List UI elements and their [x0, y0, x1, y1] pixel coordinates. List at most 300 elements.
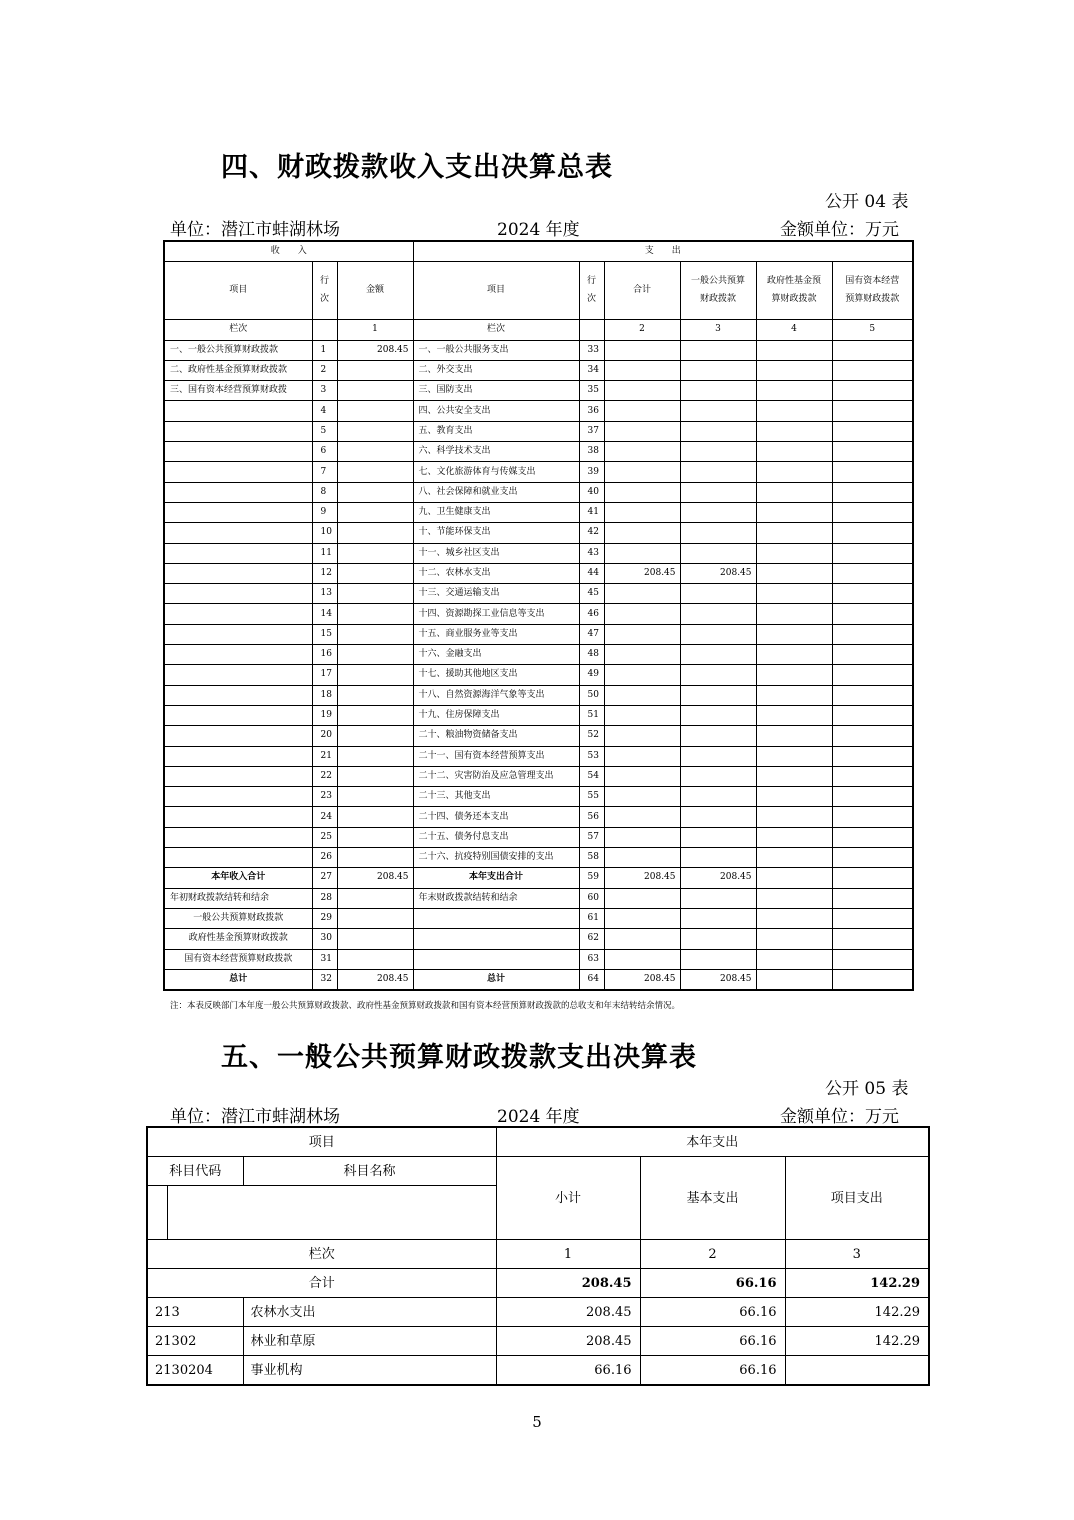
- grand-total-expense-label: 总计: [413, 969, 579, 990]
- state-capital-amount: [832, 766, 913, 786]
- income-item: [164, 401, 312, 421]
- carryover-general-label: 一般公共预算财政拨款: [164, 908, 312, 928]
- carryover-row: [164, 888, 913, 908]
- state-capital-amount: [832, 360, 913, 380]
- income-amount: [337, 665, 413, 685]
- income-amount: [337, 381, 413, 401]
- gov-fund-amount: [756, 421, 832, 441]
- state-capital-amount: [832, 421, 913, 441]
- state-capital-amount: [832, 462, 913, 482]
- general-budget-amount: [680, 705, 756, 725]
- row-number: 17: [312, 665, 337, 685]
- carryover-state-label: 国有资本经营预算财政拨款: [164, 949, 312, 969]
- income-expense-summary-table: [163, 240, 914, 991]
- expense-item: 十四、资源勘探工业信息等支出: [413, 604, 579, 624]
- row-number: 47: [579, 624, 604, 644]
- expense-item: 四、公共安全支出: [413, 401, 579, 421]
- subject-code: 2130204: [147, 1356, 243, 1386]
- carryover-fund-label: 政府性基金预算财政拨款: [164, 929, 312, 949]
- row-number: 30: [312, 929, 337, 949]
- gov-fund-amount: [756, 827, 832, 847]
- income-amount: [337, 462, 413, 482]
- basic-amount: 66.16: [640, 1356, 785, 1386]
- basic-amount: 66.16: [640, 1327, 785, 1356]
- general-budget-amount: [680, 360, 756, 380]
- total-subtotal: 208.45: [496, 1269, 640, 1298]
- general-budget-header: 一般公共预算 财政拨款: [680, 262, 756, 320]
- row-number: 54: [579, 766, 604, 786]
- this-year-header: 本年支出: [496, 1127, 929, 1157]
- general-budget-amount: 208.45: [680, 563, 756, 583]
- general-budget-amount: [680, 645, 756, 665]
- row-number: 15: [312, 624, 337, 644]
- table-row: [164, 807, 913, 827]
- income-amount: [337, 543, 413, 563]
- state-capital-amount: [832, 502, 913, 522]
- expense-total: [604, 787, 680, 807]
- gov-fund-header: 政府性基金预 算财政拨款: [756, 262, 832, 320]
- expense-total-amount: 208.45: [604, 868, 680, 888]
- income-amount: [337, 563, 413, 583]
- gov-fund-amount: [756, 746, 832, 766]
- table-row: [164, 401, 913, 421]
- general-budget-amount: [680, 421, 756, 441]
- project-amount: [785, 1356, 929, 1386]
- income-amount: [337, 523, 413, 543]
- income-item: [164, 482, 312, 502]
- general-budget-amount: [680, 787, 756, 807]
- gov-fund-amount: [756, 442, 832, 462]
- carryover-label: 年初财政拨款结转和结余: [164, 888, 312, 908]
- table-row: [164, 523, 913, 543]
- table-row: [147, 1298, 929, 1327]
- row-number: 59: [579, 868, 604, 888]
- table4-money-unit: 金额单位：万元: [780, 220, 899, 240]
- row-number: 48: [579, 645, 604, 665]
- expense-item: 二十五、债务付息支出: [413, 827, 579, 847]
- gov-fund-amount: [756, 584, 832, 604]
- expense-total: 208.45: [604, 563, 680, 583]
- expense-total-header: 合计: [604, 262, 680, 320]
- expense-item: 六、科学技术支出: [413, 442, 579, 462]
- income-amount: [337, 746, 413, 766]
- row-number: 35: [579, 381, 604, 401]
- table5-total-row: [147, 1269, 929, 1298]
- code-header: 科目代码: [147, 1157, 243, 1186]
- carryover-general-row: [164, 908, 913, 928]
- row-number: 28: [312, 888, 337, 908]
- income-item: [164, 746, 312, 766]
- expense-total: [604, 401, 680, 421]
- row-number: 49: [579, 665, 604, 685]
- general-budget-amount: [680, 624, 756, 644]
- state-capital-amount: [832, 807, 913, 827]
- column-number: 2: [604, 320, 680, 340]
- row-number: 8: [312, 482, 337, 502]
- general-budget-amount: [680, 665, 756, 685]
- row-number: 45: [579, 584, 604, 604]
- row-number: 51: [579, 705, 604, 725]
- table-row: [164, 442, 913, 462]
- row-number: 43: [579, 543, 604, 563]
- row-number: 26: [312, 848, 337, 868]
- subtotal-amount: 208.45: [496, 1298, 640, 1327]
- subtotal-header: 小计: [496, 1157, 640, 1240]
- row-number: 57: [579, 827, 604, 847]
- general-budget-amount: [680, 827, 756, 847]
- expense-item: 三、国防支出: [413, 381, 579, 401]
- table4-title: 四、财政拨款收入支出决算总表: [221, 152, 613, 183]
- table5-header-row-1: [147, 1127, 929, 1157]
- general-budget-amount: [680, 442, 756, 462]
- income-total-amount: 208.45: [337, 868, 413, 888]
- table4-code: 公开 04 表: [825, 192, 909, 212]
- basic-header: 基本支出: [640, 1157, 785, 1240]
- expense-item: 二十六、抗疫特别国债安排的支出: [413, 848, 579, 868]
- row-number: 24: [312, 807, 337, 827]
- project-amount: 142.29: [785, 1327, 929, 1356]
- gov-fund-amount: [756, 645, 832, 665]
- row-number: 44: [579, 563, 604, 583]
- table-row: [164, 645, 913, 665]
- income-amount: [337, 645, 413, 665]
- income-amount-header: 金额: [337, 262, 413, 320]
- gov-fund-amount: [756, 401, 832, 421]
- state-capital-amount: [832, 726, 913, 746]
- table5-header-row-2: [147, 1157, 929, 1186]
- row-number: 6: [312, 442, 337, 462]
- income-row-number-header: 行 次: [312, 262, 337, 320]
- row-number: 39: [579, 462, 604, 482]
- table-row: [164, 726, 913, 746]
- gov-fund-amount: [756, 807, 832, 827]
- row-number: 42: [579, 523, 604, 543]
- row-number: 25: [312, 827, 337, 847]
- table-row: [164, 563, 913, 583]
- expense-total: [604, 645, 680, 665]
- state-capital-amount: [832, 482, 913, 502]
- state-capital-amount: [832, 746, 913, 766]
- row-number: 36: [579, 401, 604, 421]
- gov-fund-amount: [756, 685, 832, 705]
- gov-fund-amount: [756, 787, 832, 807]
- state-capital-amount: [832, 543, 913, 563]
- income-item: [164, 442, 312, 462]
- subject-name: 林业和草原: [243, 1327, 496, 1356]
- year-total-row: [164, 868, 913, 888]
- column-number: 1: [337, 320, 413, 340]
- gov-fund-amount: [756, 705, 832, 725]
- general-budget-amount: [680, 381, 756, 401]
- expense-total: [604, 807, 680, 827]
- expense-total: [604, 462, 680, 482]
- row-number: 1: [312, 340, 337, 360]
- row-number: 41: [579, 502, 604, 522]
- gov-fund-amount: [756, 360, 832, 380]
- state-capital-amount: [832, 563, 913, 583]
- table-row: [164, 604, 913, 624]
- income-amount: [337, 766, 413, 786]
- income-item: 一、一般公共预算财政拨款: [164, 340, 312, 360]
- row-number: 11: [312, 543, 337, 563]
- total-project: 142.29: [785, 1269, 929, 1298]
- row-number: 58: [579, 848, 604, 868]
- gov-fund-amount: [756, 766, 832, 786]
- row-number: 23: [312, 787, 337, 807]
- expense-row-number-header: 行 次: [579, 262, 604, 320]
- general-budget-expense-table: [146, 1126, 930, 1386]
- row-number: 53: [579, 746, 604, 766]
- table5-year: 2024 年度: [497, 1107, 580, 1127]
- general-budget-amount: [680, 502, 756, 522]
- row-number: 55: [579, 787, 604, 807]
- end-carryover-label: 年末财政拨款结转和结余: [413, 888, 579, 908]
- project-amount: 142.29: [785, 1298, 929, 1327]
- expense-item: 二十、粮油物资储备支出: [413, 726, 579, 746]
- row-number: 38: [579, 442, 604, 462]
- income-item: [164, 543, 312, 563]
- expense-total-label: 本年支出合计: [413, 868, 579, 888]
- table4-column-header-row: [164, 262, 913, 320]
- table-row: [164, 543, 913, 563]
- income-amount: [337, 827, 413, 847]
- income-amount: [337, 624, 413, 644]
- row-number: 22: [312, 766, 337, 786]
- state-capital-amount: [832, 665, 913, 685]
- lanci-label: 栏次: [147, 1240, 496, 1269]
- general-budget-amount: [680, 340, 756, 360]
- expense-item: 二十四、债务还本支出: [413, 807, 579, 827]
- grand-total-expense: 208.45: [604, 969, 680, 990]
- expense-item: 十一、城乡社区支出: [413, 543, 579, 563]
- row-number: 21: [312, 746, 337, 766]
- column-number: 4: [756, 320, 832, 340]
- column-number: 1: [496, 1240, 640, 1269]
- row-number: 7: [312, 462, 337, 482]
- expense-total: [604, 442, 680, 462]
- expense-item: 一、一般公共服务支出: [413, 340, 579, 360]
- income-amount: [337, 360, 413, 380]
- table-row: [164, 848, 913, 868]
- project-header: 项目支出: [785, 1157, 929, 1240]
- income-item: [164, 421, 312, 441]
- gov-fund-amount: [756, 482, 832, 502]
- state-capital-amount: [832, 705, 913, 725]
- row-number: 62: [579, 929, 604, 949]
- expense-total: [604, 584, 680, 604]
- state-capital-amount: [832, 604, 913, 624]
- subject-name: 农林水支出: [243, 1298, 496, 1327]
- row-number: 40: [579, 482, 604, 502]
- table-row: [164, 746, 913, 766]
- item-header: 项目: [147, 1127, 496, 1157]
- row-number: 37: [579, 421, 604, 441]
- expense-total: [604, 360, 680, 380]
- row-number: 27: [312, 868, 337, 888]
- income-amount: [337, 442, 413, 462]
- gov-fund-amount: [756, 340, 832, 360]
- row-number: 33: [579, 340, 604, 360]
- row-number: 19: [312, 705, 337, 725]
- row-number: 3: [312, 381, 337, 401]
- expense-section-header: 支 出: [413, 241, 913, 262]
- expense-item: 十八、自然资源海洋气象等支出: [413, 685, 579, 705]
- expense-total: [604, 340, 680, 360]
- income-amount: [337, 848, 413, 868]
- income-item: [164, 462, 312, 482]
- income-item: [164, 685, 312, 705]
- income-amount: [337, 482, 413, 502]
- table-row: [164, 502, 913, 522]
- grand-total-income: 208.45: [337, 969, 413, 990]
- gov-fund-amount: [756, 726, 832, 746]
- total-label: 合计: [147, 1269, 496, 1298]
- row-number: 29: [312, 908, 337, 928]
- expense-item: 十六、金融支出: [413, 645, 579, 665]
- row-number: 18: [312, 685, 337, 705]
- expense-item: 十九、住房保障支出: [413, 705, 579, 725]
- general-budget-amount: [680, 482, 756, 502]
- expense-item: 九、卫生健康支出: [413, 502, 579, 522]
- state-capital-amount: [832, 624, 913, 644]
- column-number: 5: [832, 320, 913, 340]
- general-budget-amount: [680, 462, 756, 482]
- income-amount: [337, 584, 413, 604]
- table-row: [147, 1356, 929, 1386]
- table-row: [164, 360, 913, 380]
- row-number: 63: [579, 949, 604, 969]
- row-number: 32: [312, 969, 337, 990]
- expense-total: [604, 502, 680, 522]
- income-item: [164, 604, 312, 624]
- state-capital-amount: [832, 787, 913, 807]
- carryover-fund-row: [164, 929, 913, 949]
- table4-unit: 单位：潜江市蚌湖林场: [170, 220, 340, 240]
- subtotal-amount: 66.16: [496, 1356, 640, 1386]
- gov-fund-amount: [756, 604, 832, 624]
- subtotal-amount: 208.45: [496, 1327, 640, 1356]
- income-item: [164, 705, 312, 725]
- general-budget-amount: [680, 766, 756, 786]
- expense-total: [604, 685, 680, 705]
- state-capital-amount: [832, 340, 913, 360]
- lanci-label: 栏次: [164, 320, 312, 340]
- row-number: 46: [579, 604, 604, 624]
- income-item: [164, 827, 312, 847]
- expense-total-general: 208.45: [680, 868, 756, 888]
- expense-total: [604, 482, 680, 502]
- income-item: [164, 848, 312, 868]
- income-item: 二、政府性基金预算财政拨款: [164, 360, 312, 380]
- state-capital-amount: [832, 442, 913, 462]
- gov-fund-amount: [756, 563, 832, 583]
- expense-total: [604, 624, 680, 644]
- state-capital-amount: [832, 584, 913, 604]
- row-number: 12: [312, 563, 337, 583]
- gov-fund-amount: [756, 848, 832, 868]
- gov-fund-amount: [756, 381, 832, 401]
- expense-total: [604, 766, 680, 786]
- row-number: 5: [312, 421, 337, 441]
- table-row: [147, 1327, 929, 1356]
- column-number: 3: [680, 320, 756, 340]
- gov-fund-amount: [756, 624, 832, 644]
- table4-year: 2024 年度: [497, 220, 580, 240]
- income-item-header: 项目: [164, 262, 312, 320]
- income-amount: [337, 807, 413, 827]
- row-number: 20: [312, 726, 337, 746]
- expense-total: [604, 381, 680, 401]
- expense-item: 二十三、其他支出: [413, 787, 579, 807]
- row-number: 10: [312, 523, 337, 543]
- gov-fund-amount: [756, 502, 832, 522]
- table-row: [164, 584, 913, 604]
- page-number: 5: [532, 1413, 542, 1431]
- row-number: 52: [579, 726, 604, 746]
- expense-item: 二十二、灾害防治及应急管理支出: [413, 766, 579, 786]
- income-amount: [337, 502, 413, 522]
- general-budget-amount: [680, 848, 756, 868]
- row-number: 13: [312, 584, 337, 604]
- expense-item: 十五、商业服务业等支出: [413, 624, 579, 644]
- income-total-label: 本年收入合计: [164, 868, 312, 888]
- state-capital-amount: [832, 827, 913, 847]
- row-number: 31: [312, 949, 337, 969]
- state-capital-amount: [832, 401, 913, 421]
- carryover-state-row: [164, 949, 913, 969]
- general-budget-amount: [680, 543, 756, 563]
- expense-total: [604, 543, 680, 563]
- state-capital-amount: [832, 685, 913, 705]
- table5-title: 五、一般公共预算财政拨款支出决算表: [221, 1042, 697, 1073]
- column-number: 3: [785, 1240, 929, 1269]
- income-item: [164, 645, 312, 665]
- income-amount: [337, 421, 413, 441]
- subject-code: 213: [147, 1298, 243, 1327]
- table-row: [164, 482, 913, 502]
- table4-note: 注：本表反映部门本年度一般公共预算财政拨款、政府性基金预算财政拨款和国有资本经营预算财政拨款的总收支和年末结转结余情况。: [170, 1001, 681, 1011]
- income-item: [164, 624, 312, 644]
- subject-name: 事业机构: [243, 1356, 496, 1386]
- table-row: [164, 624, 913, 644]
- expense-total: [604, 848, 680, 868]
- income-item: [164, 787, 312, 807]
- general-budget-amount: [680, 726, 756, 746]
- table5-code: 公开 05 表: [825, 1079, 909, 1099]
- income-amount: 208.45: [337, 340, 413, 360]
- state-capital-amount: [832, 848, 913, 868]
- table4-column-number-row: [164, 320, 913, 340]
- expense-total: [604, 523, 680, 543]
- row-number: 14: [312, 604, 337, 624]
- expense-total: [604, 705, 680, 725]
- gov-fund-amount: [756, 665, 832, 685]
- table4-section-header-row: [164, 241, 913, 262]
- gov-fund-amount: [756, 543, 832, 563]
- row-number: 61: [579, 908, 604, 928]
- expense-item-header: 项目: [413, 262, 579, 320]
- expense-item: 八、社会保障和就业支出: [413, 482, 579, 502]
- table-row: [164, 665, 913, 685]
- expense-total: [604, 827, 680, 847]
- general-budget-amount: [680, 807, 756, 827]
- expense-item: 十三、交通运输支出: [413, 584, 579, 604]
- table-row: [164, 705, 913, 725]
- subject-code: 21302: [147, 1327, 243, 1356]
- general-budget-amount: [680, 401, 756, 421]
- row-number: 56: [579, 807, 604, 827]
- expense-total: [604, 726, 680, 746]
